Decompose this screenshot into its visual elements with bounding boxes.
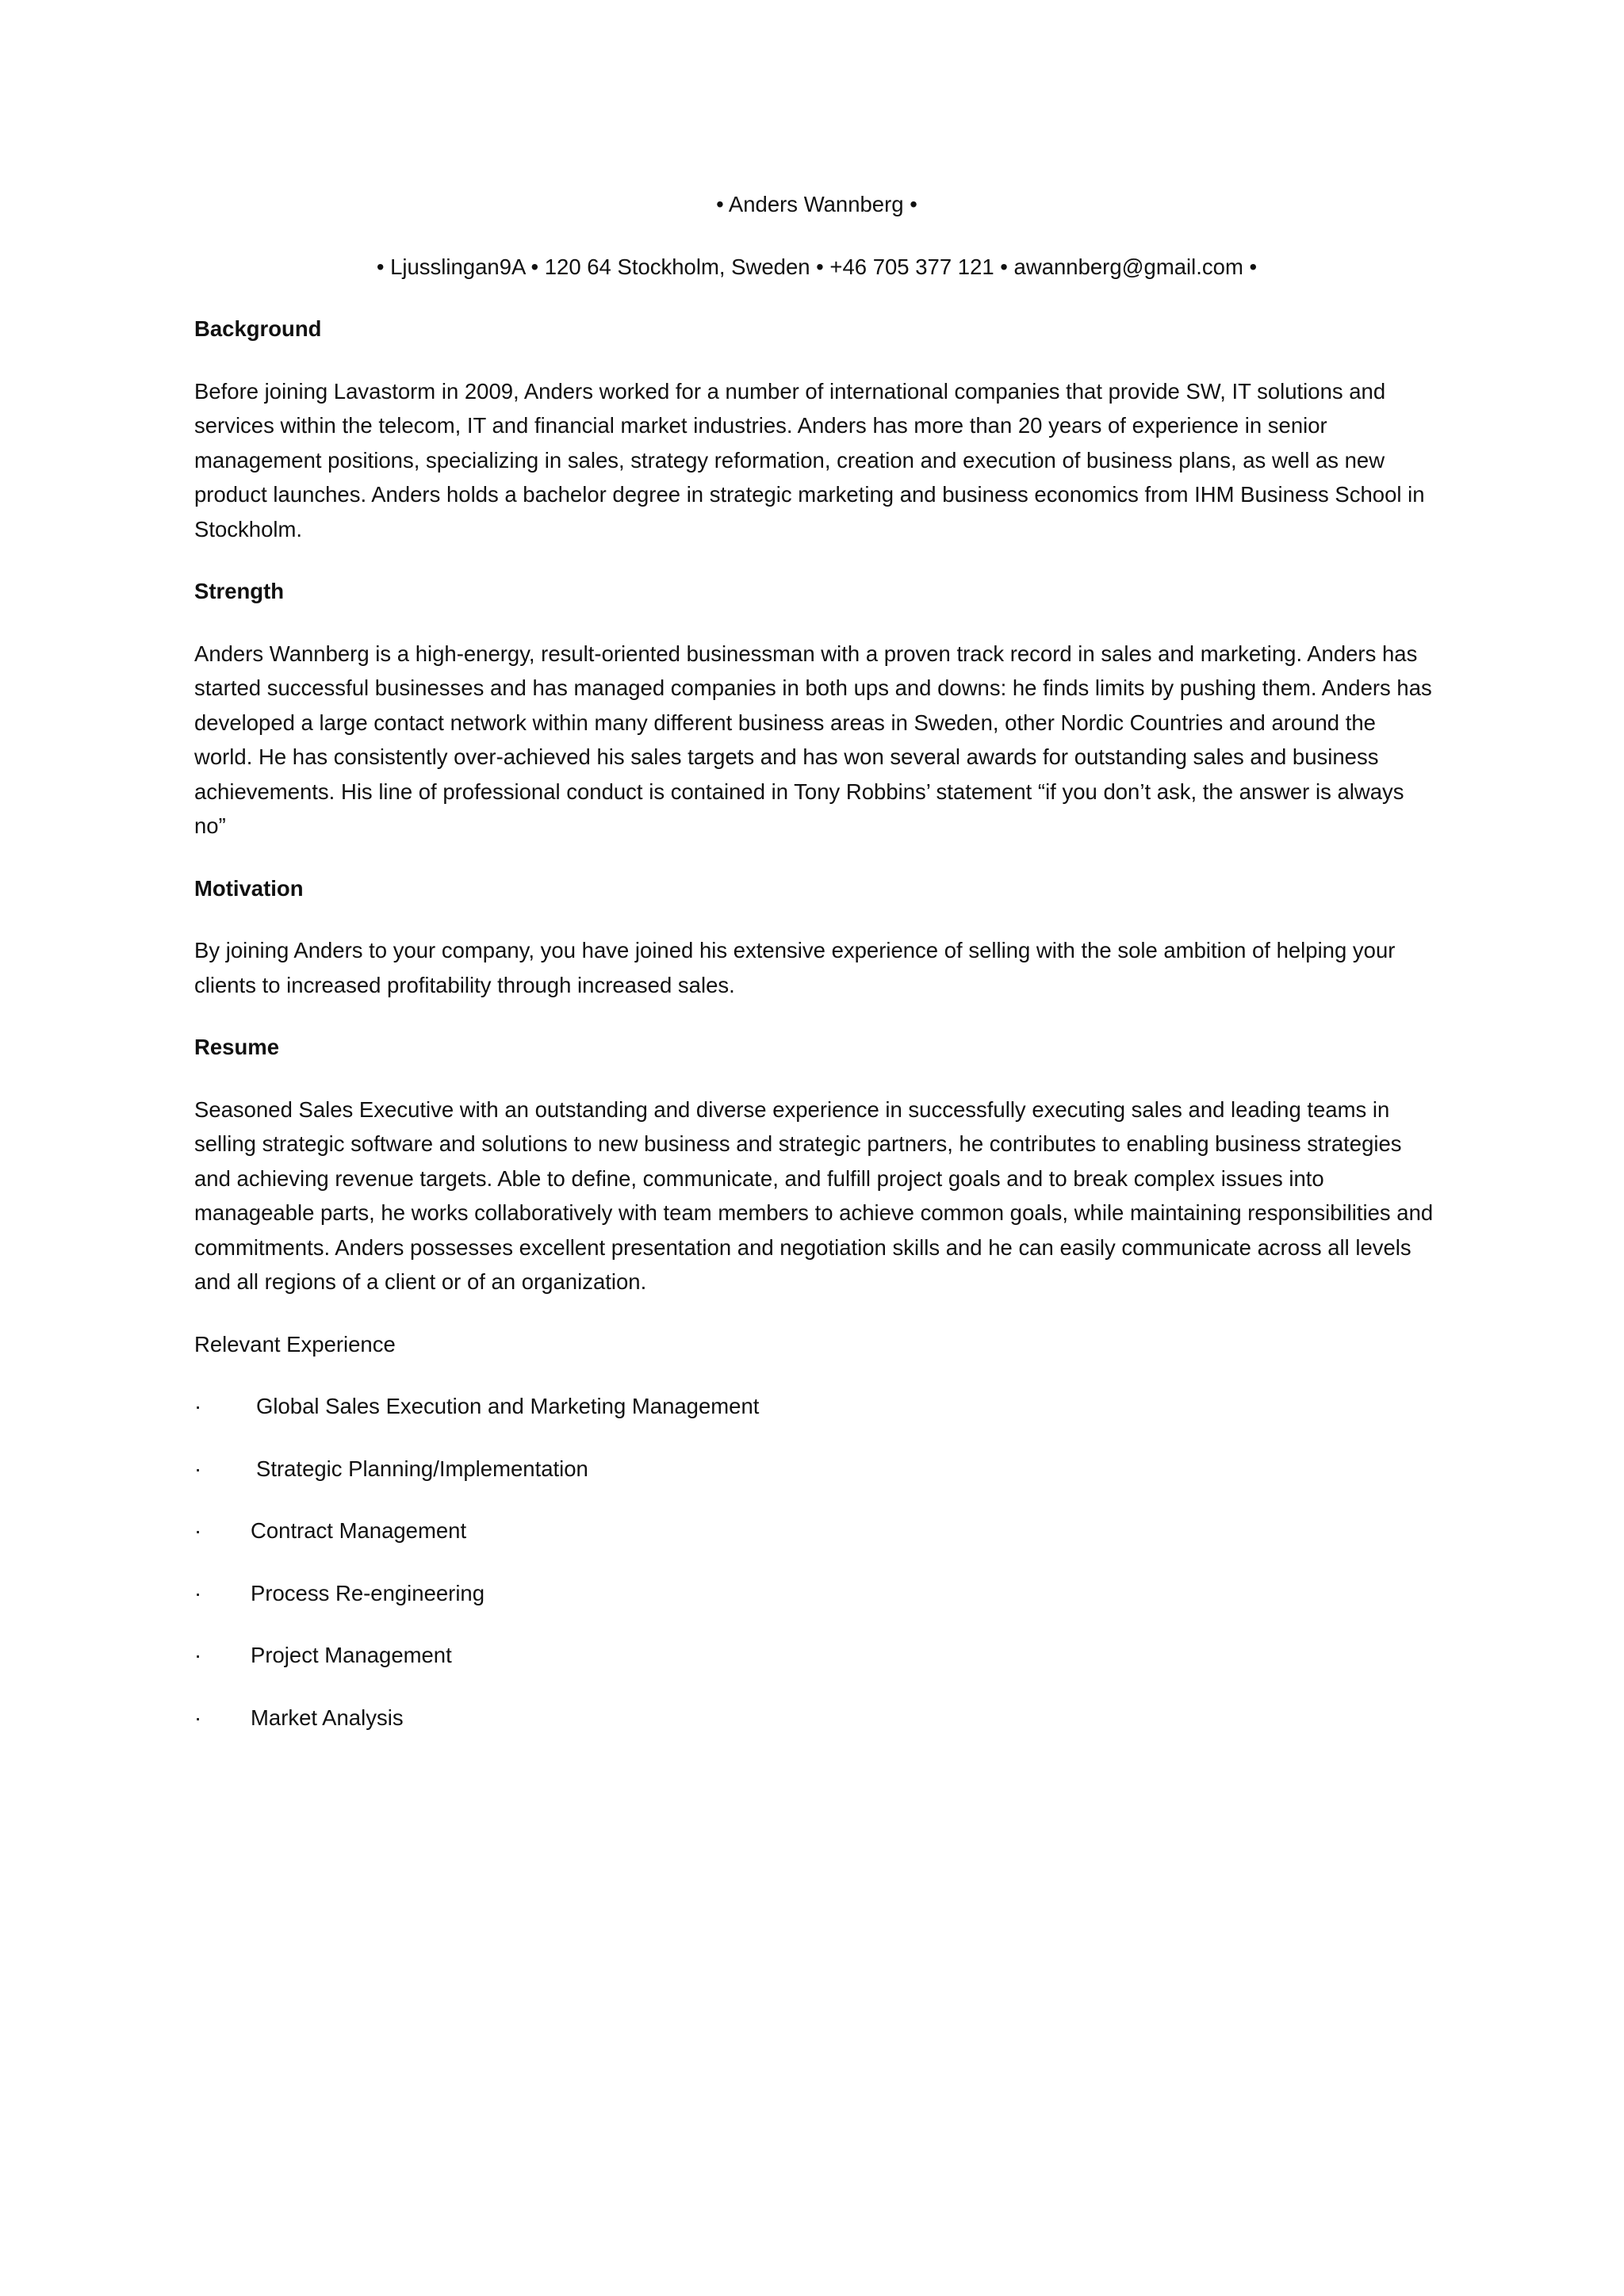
strength-paragraph: Anders Wannberg is a high-energy, result-oriented businessman with a proven track record in sales and marketing. Anders has started successful businesses and has managed companies in both ups and downs: he finds limits by pushing them. Anders has developed a large contact network within many different business areas in Sweden, other Nordic Countries and around the world. He has consistently over-achieved his sales targets and has won several awards for outstanding sales and business achievements. His line of professional conduct is contained in Tony Robbins’ statement “if you don’t ask, the answer is always no” <box>194 641 1432 838</box>
bullet-icon: · <box>194 1518 202 1543</box>
bullet-icon: · <box>194 1705 202 1730</box>
experience-item <box>194 1576 1439 1611</box>
resume-paragraph: Seasoned Sales Executive with an outstanding and diverse experience in successfully executing sales and leading teams in selling strategic software and solutions to new business and strategic partners, he contributes to enabling business strategies and achieving revenue targets. Able to define, communicate, and fulfill project goals and to break complex issues into manageable parts, he works collaboratively with team members to achieve common goals, while maintaining responsibilities and commitments. Anders possesses excellent presentation and negotiation skills and he can easily communicate across all levels and all regions of a client or of an organization. <box>194 1096 1434 1294</box>
experience-item <box>194 1638 1439 1673</box>
experience-item-label: Process Re-engineering <box>251 1580 485 1605</box>
experience-item <box>194 1513 1439 1548</box>
bullet-icon: · <box>194 1456 202 1481</box>
experience-item-label: Global Sales Execution and Marketing Management <box>256 1394 760 1418</box>
strength-heading: Strength <box>194 579 285 603</box>
experience-item <box>194 1452 1439 1487</box>
experience-item-label: Market Analysis <box>251 1705 404 1730</box>
name-line: • Anders Wannberg • <box>716 192 917 216</box>
motivation-paragraph: By joining Anders to your company, you have joined his extensive experience of selling with the sole ambition of helping your clients to increased profitability through increased sales. <box>194 938 1396 997</box>
resume-heading: Resume <box>194 1035 279 1059</box>
background-paragraph: Before joining Lavastorm in 2009, Anders worked for a number of international companies that provide SW, IT solutions and services within the telecom, IT and financial market industries. Anders has more than 20 years of experience in senior management positions, specializing in sales, strategy reformation, creation and execution of business plans, as well as new product launches. Anders holds a bachelor degree in strategic marketing and business economics from IHM Business School in Stockholm. <box>194 378 1425 541</box>
contact-line: • Ljusslingan9A • 120 64 Stockholm, Sweden • +46 705 377 121 • awannberg@gmail.com • <box>376 254 1258 279</box>
experience-item-label: Contract Management <box>251 1518 467 1543</box>
relevant-experience-label: Relevant Experience <box>194 1331 396 1357</box>
bullet-icon: · <box>194 1580 202 1605</box>
motivation-heading: Motivation <box>194 875 304 901</box>
experience-item-label: Project Management <box>251 1643 452 1667</box>
resume-document <box>194 187 1439 1762</box>
experience-item-label: Strategic Planning/Implementation <box>256 1456 588 1481</box>
experience-item <box>194 1389 1439 1424</box>
bullet-icon: · <box>194 1394 202 1418</box>
bullet-icon: · <box>194 1643 202 1667</box>
experience-item <box>194 1701 1439 1735</box>
background-heading: Background <box>194 316 322 341</box>
